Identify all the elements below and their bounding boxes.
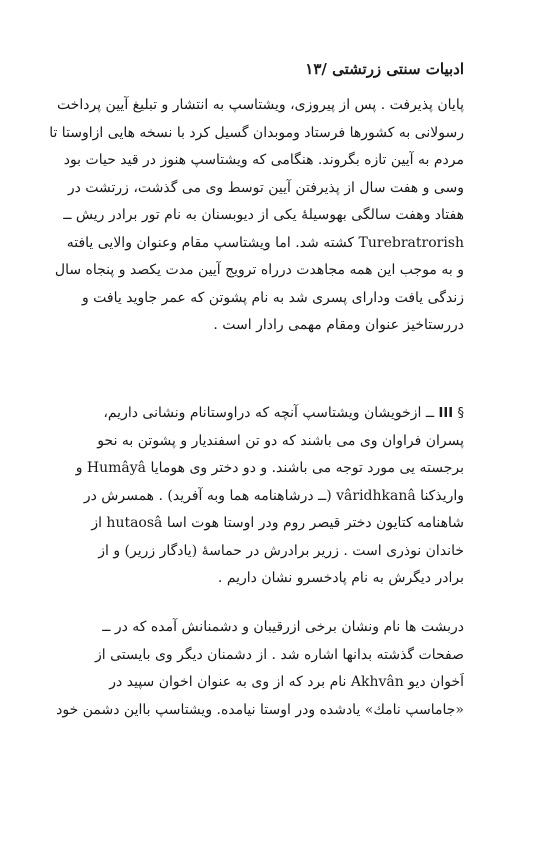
section-iii: [75, 400, 464, 593]
text-line: دررستاخیز عنوان ومقام مهمی رادار است .: [213, 317, 464, 333]
text-line: و به موجب این همه مجاهدت درراه ترویج آیین مدت یکصد و پنجاه سال: [54, 262, 464, 278]
text-line: واریذکنا vâridhkanâ (ــ درشاهنامه هما وبه آفرید) . همسرش در: [83, 487, 464, 504]
text-line: پسران فراوان وی می باشند که دو تن اسفندیار و پشوتن به نحو: [97, 432, 464, 449]
text-line: برجسته یی مورد توجه می باشند. و دو دختر وی هومایا Humâyâ و: [75, 460, 464, 476]
text-line: مردم به آیین تازه بگروند. هنگامی که ویشتاسپ هنوز در قید حیات بود: [63, 152, 464, 168]
section-number: III: [438, 406, 454, 421]
text-line: «جاماسپ نامك» یادشده ودر اوستا نیامده. ویشتاسپ بااین دشمن خود: [56, 701, 464, 718]
section-first-line: ــ ازخویشان ویشتاسپ آنچه که دراوستانام ونشانی داریم،: [103, 405, 435, 421]
text-line: Turebratrorish کشته شد. اما ویشتاسپ مقام وعنوان والایی یافته: [66, 234, 464, 251]
section-mark: §: [457, 406, 464, 421]
text-line: صفحات گذشته بدانها اشاره شد . از دشمنان دیگر وی بایستی از: [94, 646, 464, 663]
text-line: خاندان نوذری است . زریر برادرش در حماسهٔ (یادگار زریر) و از: [98, 542, 464, 559]
running-header: ادبیات سنتی زرتشتی /۱۳: [305, 60, 464, 78]
paragraph-1: [49, 92, 464, 340]
text-line: هفتاد وهفت سالگی بهوسیلهٔ یکی از دیوبسنان به نام تور برادر ریش ــ: [63, 207, 464, 223]
paragraph-3: [56, 614, 464, 724]
text-line: شاهنامه کتایون دختر قیصر روم ودر اوستا هوت اسا hutaosâ از: [91, 515, 464, 531]
text-line: برادر دیگرش به نام پادخسرو نشان داریم .: [217, 570, 464, 586]
text-line: رسولانی به کشورها فرستاد وموبدان گسیل کرد با نسخه هایی ازاوستا تا: [49, 124, 464, 141]
text-line: دربشت ها نام ونشان برخی ازرقیبان و دشمنانش آمده که در ــ: [102, 619, 464, 635]
text-line: پایان پذیرفت . پس از پیروزی، ویشتاسپ به انتشار و تبلیغ آیین پرداخت: [56, 97, 464, 113]
section-heading-line: [80, 400, 464, 428]
text-line: اَخوان دیو Akhvân نام برد که از وی به عنوان اخوان سپید در: [109, 674, 464, 690]
text-line: زندگی یافت ودارای پسری شد به نام پشوتن که عمر جاوید یافت و: [81, 289, 464, 306]
text-line: وسی و هفت سال از پذیرفتن آیین توسط وی می گذشت، زرتشت در: [67, 179, 464, 196]
